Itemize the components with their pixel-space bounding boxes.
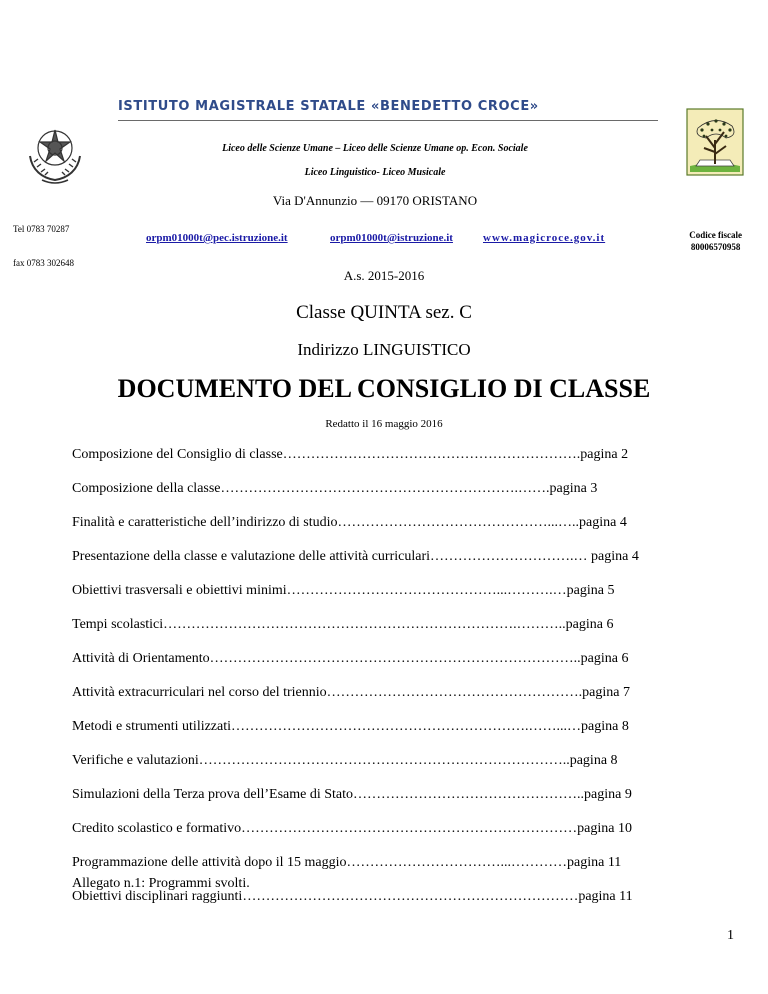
toc-entry bbox=[72, 548, 692, 582]
toc-entry-dots: ………………………………………...……….… bbox=[286, 583, 567, 598]
school-year: A.s. 2015-2016 bbox=[343, 268, 425, 283]
toc-entry bbox=[72, 820, 692, 854]
toc-entry-dots: ………………………………………………………. bbox=[282, 447, 581, 462]
pec-email-link[interactable]: orpm01000t@pec.istruzione.it bbox=[146, 232, 288, 244]
toc-entry-dots: ………………………….… bbox=[430, 549, 591, 564]
website-link[interactable]: www.magicroce.gov.it bbox=[483, 232, 606, 244]
toc-entry-label: Programmazione delle attività dopo il 15 maggio bbox=[72, 855, 347, 870]
tax-code-value: 80006570958 bbox=[690, 242, 741, 252]
licei-line-2: Liceo Linguistico- Liceo Musicale bbox=[304, 167, 446, 178]
study-track: Indirizzo LINGUISTICO bbox=[297, 340, 471, 359]
tax-code-label: Codice fiscale bbox=[689, 230, 742, 240]
toc-entry bbox=[72, 752, 692, 786]
toc-entry-dots: ……………………………...………… bbox=[346, 855, 567, 870]
toc-entry-label: Finalità e caratteristiche dell’indirizzo di studio bbox=[72, 515, 338, 530]
toc-entry-dots: ……………………………………………………….……. bbox=[220, 481, 550, 496]
toc-entry-label: Obiettivi disciplinari raggiunti bbox=[72, 889, 243, 904]
toc-entry-page: pagina 5 bbox=[566, 583, 615, 598]
toc-entry-page: pagina 8 bbox=[569, 753, 618, 768]
toc-entry-page: pagina 11 bbox=[578, 889, 633, 904]
toc-entry-label: Simulazioni della Terza prova dell’Esame di Stato bbox=[72, 787, 354, 802]
toc-entry-label: Attività di Orientamento bbox=[72, 651, 210, 666]
drafted-date: Redatto il 16 maggio 2016 bbox=[325, 418, 443, 430]
toc-entry-label: Attività extracurriculari nel corso del triennio bbox=[72, 685, 327, 700]
toc-entry-dots: ………………………………………………………………….……….. bbox=[163, 617, 566, 632]
telephone: Tel 0783 70287 bbox=[13, 224, 70, 234]
toc-entry bbox=[72, 888, 692, 922]
toc-entry-label: Metodi e strumenti utilizzati bbox=[72, 719, 232, 734]
school-tree-logo-icon bbox=[686, 108, 744, 176]
toc-entry bbox=[72, 616, 692, 650]
toc-entry-page: pagina 10 bbox=[577, 821, 632, 836]
attachment-note: Allegato n.1: Programmi svolti. bbox=[72, 876, 250, 891]
class-name: Classe QUINTA sez. C bbox=[296, 302, 472, 323]
header-divider bbox=[118, 120, 658, 121]
toc-entry-dots: ………………………………………….. bbox=[353, 787, 585, 802]
toc-entry bbox=[72, 480, 692, 514]
toc-entry bbox=[72, 684, 692, 718]
toc-entry-dots: ……………………………………………………………… bbox=[241, 821, 578, 836]
toc-entry-page: pagina 4 bbox=[591, 549, 639, 564]
toc-entry-page: pagina 6 bbox=[580, 651, 629, 666]
toc-entry bbox=[72, 446, 692, 480]
toc-entry-page: pagina 9 bbox=[584, 787, 632, 802]
toc-entry bbox=[72, 786, 692, 820]
toc-entry-dots: ……………………………………………………….……...… bbox=[231, 719, 582, 734]
page-number: 1 bbox=[727, 928, 734, 943]
toc-entry-label: Credito scolastico e formativo bbox=[72, 821, 242, 836]
toc-entry bbox=[72, 582, 692, 616]
licei-line-1: Liceo delle Scienze Umane – Liceo delle Scienze Umane op. Econ. Sociale bbox=[222, 143, 528, 154]
toc-entry-page: pagina 8 bbox=[581, 719, 629, 734]
toc-entry-page: pagina 3 bbox=[549, 481, 598, 496]
tax-code-block bbox=[689, 229, 742, 253]
toc-entry-label: Presentazione della classe e valutazione delle attività curriculari bbox=[72, 549, 430, 564]
toc-entry-dots: …………………………………………………………………….. bbox=[209, 651, 581, 666]
toc-entry bbox=[72, 514, 692, 548]
toc-entry-dots: …………………………………………………………………….. bbox=[198, 753, 570, 768]
toc-entry-dots: ………………………………………...….. bbox=[337, 515, 580, 530]
toc-entry-label: Tempi scolastici bbox=[72, 617, 164, 632]
toc-entry-label: Composizione del Consiglio di classe bbox=[72, 447, 283, 462]
document-title: DOCUMENTO DEL CONSIGLIO DI CLASSE bbox=[117, 374, 651, 403]
fax: fax 0783 302648 bbox=[13, 258, 74, 268]
toc-entry-label: Composizione della classe bbox=[72, 481, 221, 496]
toc-entry-label: Obiettivi trasversali e obiettivi minimi bbox=[72, 583, 287, 598]
toc-entry-page: pagina 7 bbox=[582, 685, 630, 700]
toc-entry bbox=[72, 718, 692, 752]
toc-entry-page: pagina 2 bbox=[580, 447, 629, 462]
school-name: ISTITUTO MAGISTRALE STATALE «BENEDETTO CROCE» bbox=[118, 99, 539, 114]
email-link[interactable]: orpm01000t@istruzione.it bbox=[330, 232, 453, 244]
toc-entry bbox=[72, 650, 692, 684]
republic-emblem-icon bbox=[22, 122, 88, 186]
table-of-contents bbox=[72, 446, 692, 922]
toc-entry-page: pagina 6 bbox=[565, 617, 614, 632]
toc-entry-dots: ……………………………………………………………… bbox=[242, 889, 579, 904]
toc-entry-page: pagina 4 bbox=[579, 515, 627, 530]
toc-entry-label: Verifiche e valutazioni bbox=[72, 753, 199, 768]
toc-entry-dots: ………………………………………………. bbox=[326, 685, 583, 700]
toc-entry-page: pagina 11 bbox=[567, 855, 622, 870]
school-address: Via D'Annunzio — 09170 ORISTANO bbox=[272, 193, 478, 208]
